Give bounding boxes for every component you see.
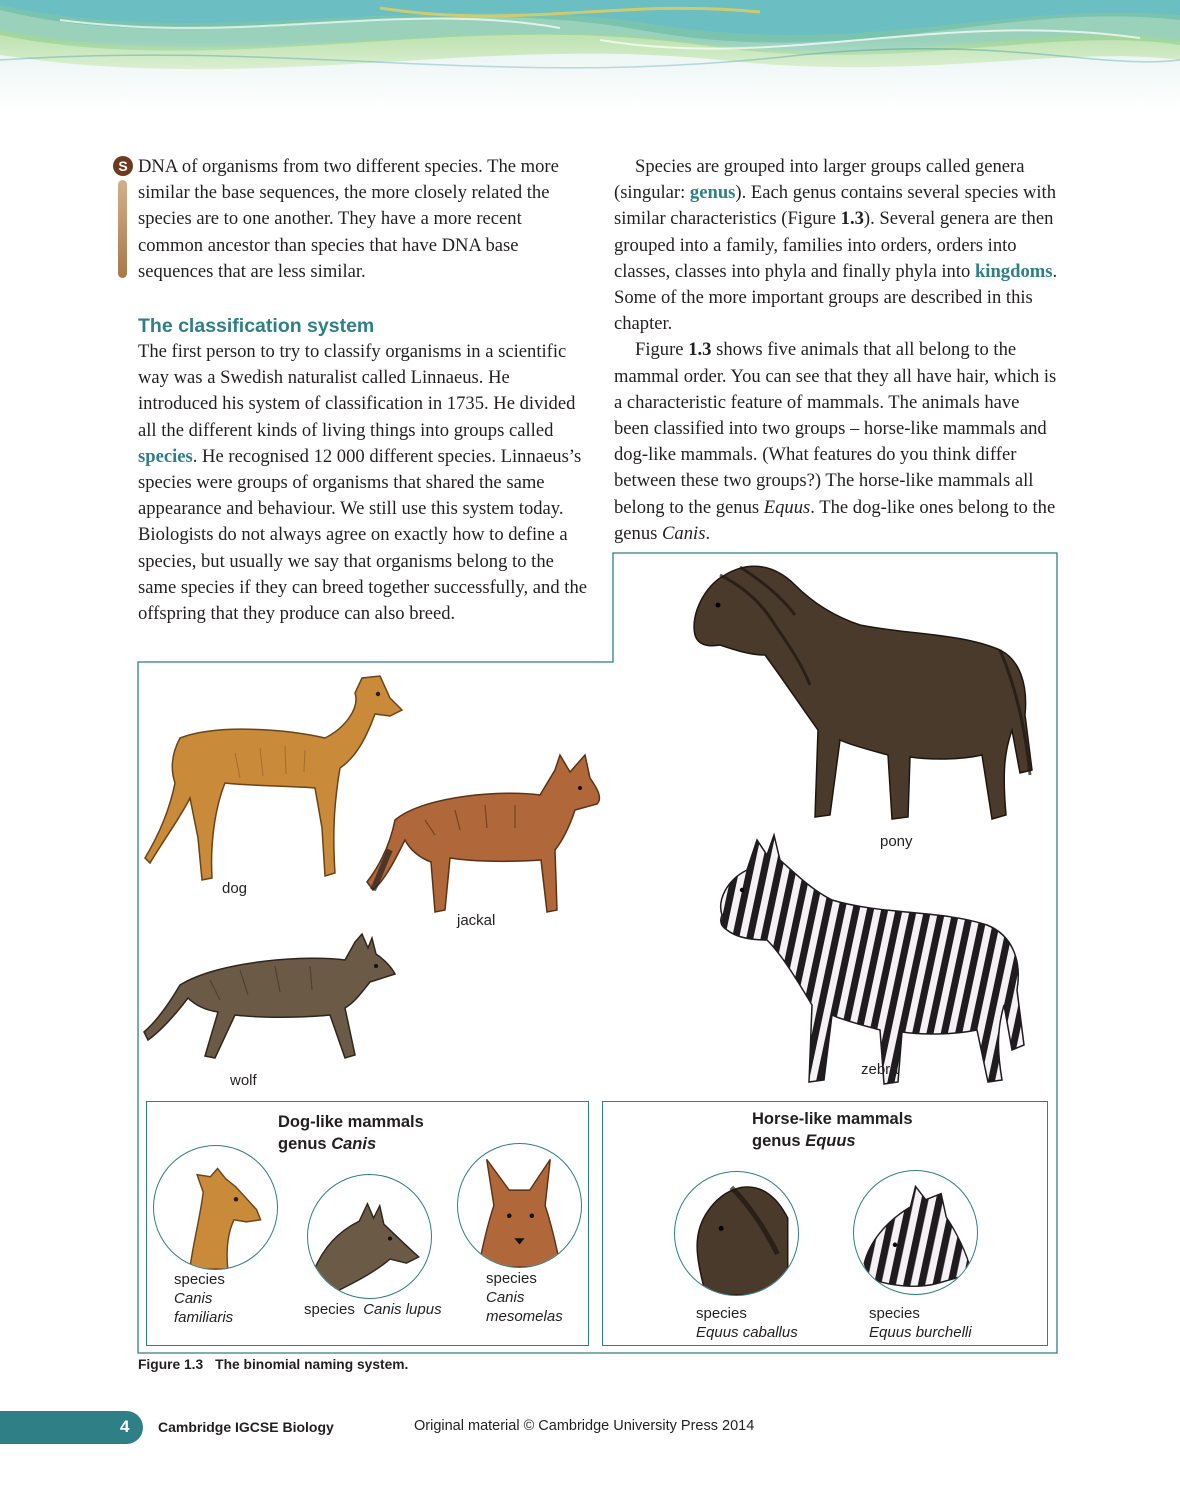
species-label xyxy=(174,1270,233,1327)
wolf-head-circle xyxy=(307,1174,432,1299)
jackal-label: jackal xyxy=(457,912,496,929)
text-segment: The first person to try to classify organisms in a scientific way was a Swedish naturalist called Linnaeus. He introduced his system of classification in 1735. He divided all the different kinds of living things into groups called xyxy=(138,341,576,441)
figure-reference: 1.3 xyxy=(840,208,864,230)
copyright-notice: Original material © Cambridge University Press 2014 xyxy=(414,1418,755,1434)
dog-head-circle xyxy=(153,1145,278,1270)
header-wave-banner xyxy=(0,0,1180,110)
right-column xyxy=(614,154,1059,547)
figure-description-paragraph xyxy=(614,337,1059,547)
text-segment: ). Each genus contains several species with similar characteristics (Figure xyxy=(614,182,1057,230)
jackal-illustration xyxy=(365,750,610,920)
genus-prefix: genus xyxy=(752,1132,806,1150)
caption-label: Figure 1.3 xyxy=(138,1357,204,1372)
book-title: Cambridge IGCSE Biology xyxy=(158,1419,334,1435)
species-prefix: species xyxy=(174,1271,225,1288)
text-segment: . Some of the more important groups are described in this chapter. xyxy=(614,260,1058,335)
species-epithet: familiaris xyxy=(174,1309,234,1326)
wolf-illustration xyxy=(140,930,400,1070)
page-number: 4 xyxy=(120,1417,130,1436)
zebra-label: zebra xyxy=(861,1061,899,1078)
genus-canis: Canis xyxy=(662,522,706,544)
dog-panel-title-line: Dog-like mammals xyxy=(278,1113,424,1131)
species-epithet: mesomelas xyxy=(486,1308,563,1325)
left-column xyxy=(138,154,588,627)
genus-name: Canis xyxy=(331,1135,377,1153)
text-segment: Figure xyxy=(635,339,689,361)
pony-head-circle xyxy=(674,1171,799,1296)
intro-paragraph: DNA of organisms from two different species. The more similar the base sequences, the more closely related the species are to one another. They have a more recent common ancestor than species that have DNA base sequences that are less similar. xyxy=(138,156,559,282)
species-name: Canis lupus xyxy=(363,1301,442,1318)
species-name: Equus caballus xyxy=(696,1324,798,1341)
genus-prefix: genus xyxy=(278,1135,332,1153)
keyword-genus[interactable]: genus xyxy=(689,182,736,204)
species-label xyxy=(304,1300,442,1319)
species-label xyxy=(696,1304,798,1342)
genus-name: Equus xyxy=(805,1132,856,1150)
text-segment: . He recognised 12 000 different species. Linnaeus’s species were groups of organisms that shared the same appearance and behaviour. We still use this system today. Biologists do not always agree on exactly how to define a species, but usually we say that organisms belong to the same species if they can breed together successfully, and the offspring that they produce can also breed. xyxy=(138,445,588,625)
species-name: Equus burchelli xyxy=(869,1324,972,1341)
species-label xyxy=(486,1269,563,1326)
zebra-head-circle xyxy=(853,1170,978,1295)
wolf-label: wolf xyxy=(230,1072,257,1089)
species-genus: Canis xyxy=(486,1289,525,1306)
text-segment: . The dog-like ones belong to the genus xyxy=(614,496,1056,544)
species-prefix: species xyxy=(696,1305,747,1322)
text-segment: Species are grouped into larger groups called genera (singular: xyxy=(614,156,1025,204)
keyword-species[interactable]: species xyxy=(138,445,193,467)
horse-panel-title xyxy=(752,1108,913,1152)
species-prefix: species xyxy=(869,1305,920,1322)
dog-panel-genus-line xyxy=(278,1133,424,1155)
text-segment: . xyxy=(705,522,711,544)
horse-panel-title-line: Horse-like mammals xyxy=(752,1110,913,1128)
jackal-head-circle xyxy=(457,1143,582,1268)
text-segment: shows five animals that all belong to the mammal order. You can see that they all have hair, which is a characteristic feature of mammals. The animals have been classified into two groups – horse-like mammals and dog-like mammals. (What features do you think differ between these two groups?) The horse-like mammals all belong to the genus xyxy=(614,339,1057,518)
section-heading: The classification system xyxy=(138,315,375,338)
horse-panel-genus-line xyxy=(752,1130,913,1152)
pony-illustration xyxy=(680,555,1040,830)
classification-paragraph xyxy=(138,339,588,627)
supplement-badge: S xyxy=(113,156,133,176)
caption-text: The binomial naming system. xyxy=(215,1357,409,1372)
figure-reference: 1.3 xyxy=(688,339,712,361)
supplement-marker-bar xyxy=(118,180,127,278)
species-label xyxy=(869,1304,972,1342)
species-prefix: species xyxy=(486,1270,537,1287)
dog-panel-title xyxy=(278,1111,424,1155)
dog-label: dog xyxy=(222,880,248,897)
genus-equus: Equus xyxy=(763,496,811,518)
pony-label: pony xyxy=(880,833,913,850)
text-segment: ). Several genera are then grouped into a family, families into orders, orders into classes, classes into phyla and finally phyla into xyxy=(614,208,1054,282)
genera-paragraph xyxy=(614,154,1059,337)
keyword-kingdoms[interactable]: kingdoms xyxy=(974,260,1053,282)
zebra-illustration xyxy=(712,830,1032,1090)
figure-caption xyxy=(138,1356,408,1374)
species-genus: Canis xyxy=(174,1290,213,1307)
species-prefix: species xyxy=(304,1301,355,1318)
